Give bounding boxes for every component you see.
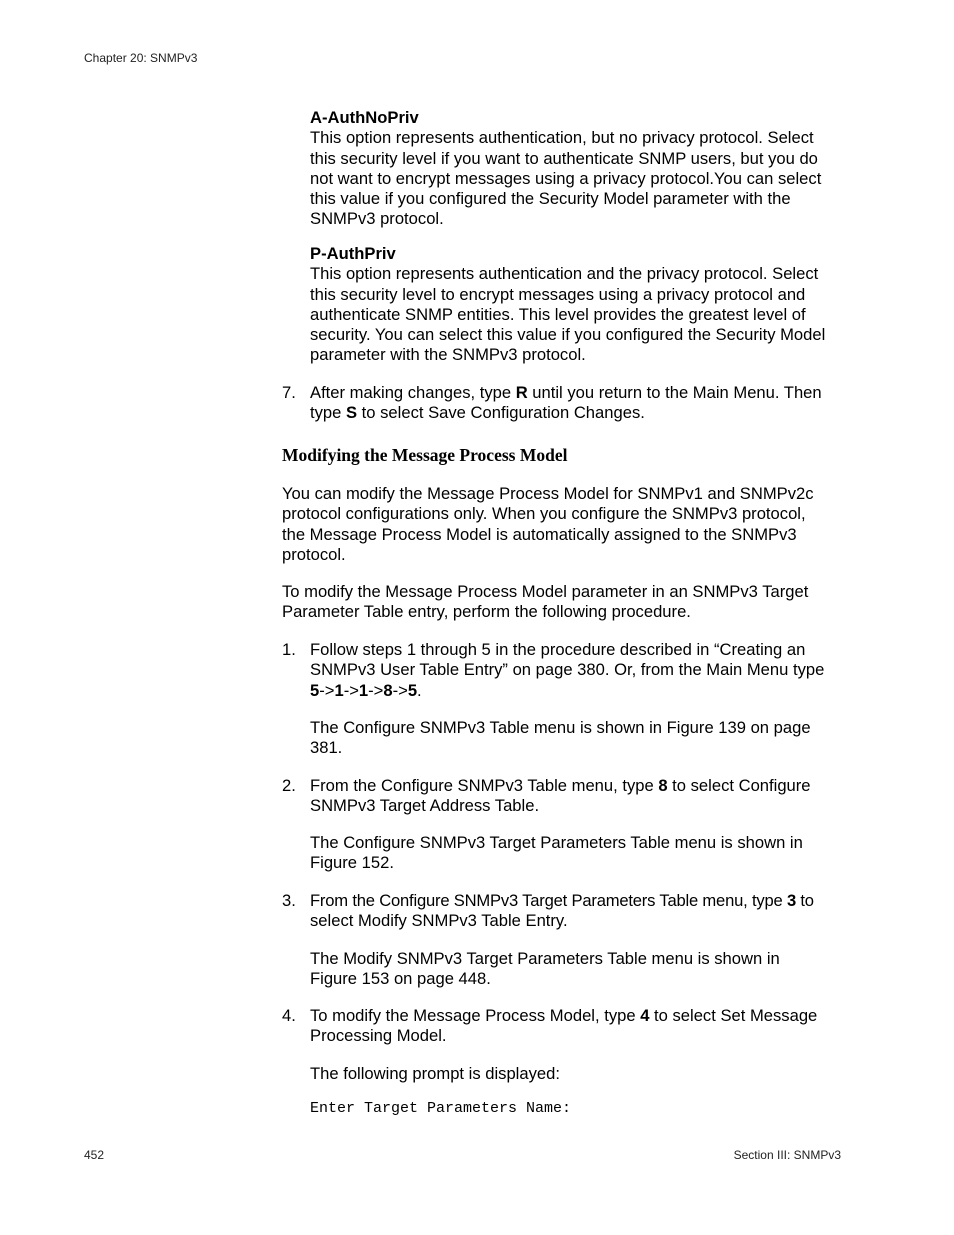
step-3-note: The Modify SNMPv3 Target Parameters Table menu is shown in Figure 153 on page 448. — [310, 949, 780, 989]
body-line: SNMPv3 protocol. — [310, 209, 444, 229]
body-line: this value if you configured the Security Model parameter with the — [310, 189, 791, 209]
intro-paragraph-2: To modify the Message Process Model parameter in an SNMPv3 Target Parameter Table entry, perform the following procedure. — [282, 582, 809, 622]
body-line: This option represents authentication and the privacy protocol. Select — [310, 264, 819, 284]
running-header: Chapter 20: SNMPv3 — [84, 51, 198, 65]
body-line: security. You can select this value if you configured the Security Model — [310, 325, 826, 345]
step-number: 7. — [282, 383, 296, 402]
body-line: type S to select Save Configuration Changes. — [310, 403, 645, 423]
option-term: P-AuthPriv — [310, 244, 396, 263]
section-heading: Modifying the Message Process Model — [282, 445, 568, 465]
body-line: this security level to encrypt messages using a privacy protocol and — [310, 284, 806, 304]
step-2-note: The Configure SNMPv3 Target Parameters Table menu is shown in Figure 152. — [310, 833, 803, 873]
body-line: After making changes, type R until you return to the Main Menu. Then — [310, 383, 822, 402]
step-1-note: The Configure SNMPv3 Table menu is shown in Figure 139 on page 381. — [310, 718, 811, 758]
running-footer: Section III: SNMPv3 — [733, 1148, 841, 1162]
step-number: 1. — [282, 640, 296, 659]
key-sequence: 5->1->1->8->5. — [310, 680, 422, 700]
body-line: this security level if you want to authenticate SNMP users, but you do — [310, 148, 818, 168]
page-number: 452 — [84, 1148, 105, 1162]
step-number: 4. — [282, 1006, 296, 1025]
body-line: authenticate SNMP entities. This level provides the greatest level of — [310, 304, 806, 324]
body-line: not want to encrypt messages using a privacy protocol.You can select — [310, 168, 822, 188]
command-prompt: Enter Target Parameters Name: — [310, 1100, 572, 1117]
intro-paragraph: You can modify the Message Process Model for SNMPv1 and SNMPv2c protocol configurations only. When you configure the SNMPv3 protocol, the Message Process Model is automatically assigned to the SNMPv3 protocol. — [282, 484, 814, 564]
option-p-authpriv — [310, 244, 842, 366]
step-4-note: The following prompt is displayed: — [310, 1064, 560, 1083]
step-number: 3. — [282, 891, 296, 910]
body-line: parameter with the SNMPv3 protocol. — [310, 345, 586, 365]
option-term: A-AuthNoPriv — [310, 108, 419, 127]
step-number: 2. — [282, 776, 296, 795]
option-a-authnopriv — [310, 108, 842, 230]
body-line: This option represents authentication, but no privacy protocol. Select — [310, 128, 814, 148]
